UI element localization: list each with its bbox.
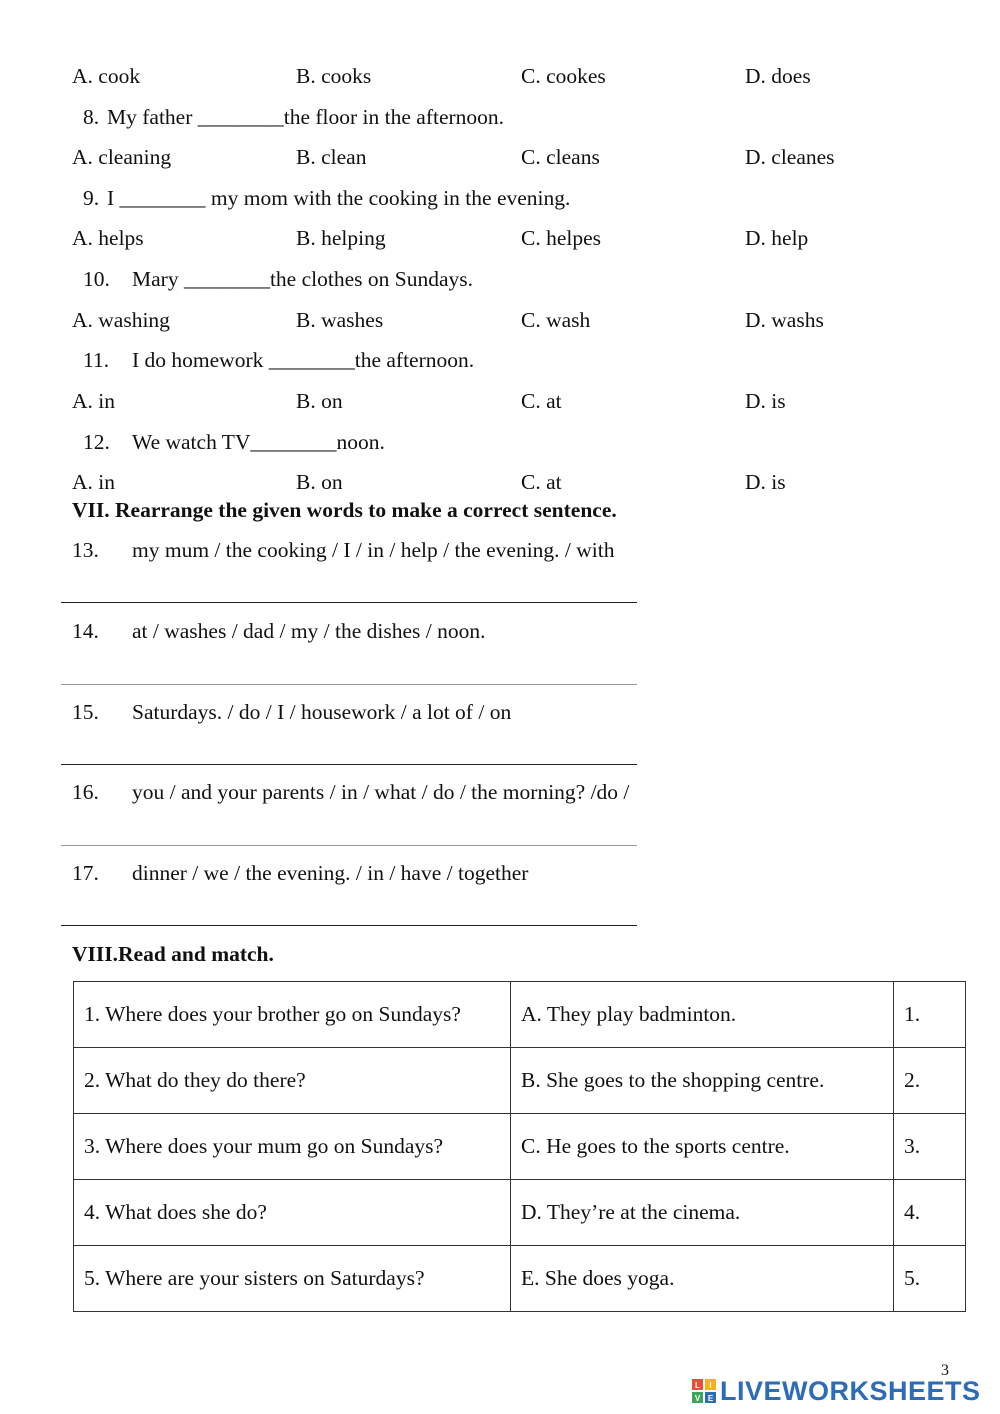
question-number: 12.: [83, 430, 110, 454]
question-text: Mary ________the clothes on Sundays.: [132, 267, 473, 291]
rearrange-item-17: [0, 858, 1000, 888]
q7-option-d[interactable]: D. does: [745, 64, 811, 88]
question-12: [0, 427, 1000, 457]
q7-option-b[interactable]: B. cooks: [296, 64, 372, 88]
q8-options: [0, 142, 1000, 172]
section-7-title: VII. Rearrange the given words to make a correct sentence.: [72, 498, 617, 522]
q11-options: [0, 386, 1000, 416]
page-number: 3: [941, 1362, 949, 1379]
answer-line-17[interactable]: [61, 925, 637, 926]
answer-cell: D. They’re at the cinema.: [511, 1180, 894, 1246]
q8-option-d[interactable]: D. cleanes: [745, 145, 835, 169]
question-9: [0, 183, 1000, 213]
item-number: 14.: [72, 619, 99, 643]
match-slot[interactable]: 2.: [894, 1048, 966, 1114]
question-11: [0, 345, 1000, 375]
question-text: I do homework ________the afternoon.: [132, 348, 475, 372]
q12-options: [0, 467, 1000, 497]
rearrange-item-15: [0, 697, 1000, 727]
item-number: 13.: [72, 538, 99, 562]
answer-line-16[interactable]: [61, 845, 637, 846]
match-slot[interactable]: 5.: [894, 1246, 966, 1312]
q10-option-c[interactable]: C. wash: [521, 308, 591, 332]
question-number: 8.: [83, 105, 100, 129]
svg-text:E: E: [707, 1394, 714, 1403]
question-cell: 3. Where does your mum go on Sundays?: [74, 1114, 511, 1180]
question-cell: 2. What do they do there?: [74, 1048, 511, 1114]
rearrange-item-13: [0, 535, 1000, 565]
q11-option-a[interactable]: A. in: [72, 389, 115, 413]
svg-text:V: V: [694, 1394, 701, 1403]
q9-option-d[interactable]: D. help: [745, 226, 809, 250]
question-number: 9.: [83, 186, 100, 210]
q8-option-a[interactable]: A. cleaning: [72, 145, 172, 169]
match-slot[interactable]: 3.: [894, 1114, 966, 1180]
answer-cell: A. They play badminton.: [511, 982, 894, 1048]
q9-option-a[interactable]: A. helps: [72, 226, 144, 250]
q7-option-a[interactable]: A. cook: [72, 64, 141, 88]
table-row: [74, 982, 966, 1048]
question-8: [0, 102, 1000, 132]
word-list: Saturdays. / do / I / housework / a lot of / on: [132, 700, 512, 724]
rearrange-item-14: [0, 616, 1000, 646]
match-table: [73, 981, 966, 1312]
rearrange-item-16: [0, 777, 1000, 807]
item-number: 15.: [72, 700, 99, 724]
q11-option-c[interactable]: C. at: [521, 389, 562, 413]
question-text: We watch TV________noon.: [132, 430, 385, 454]
word-list: my mum / the cooking / I / in / help / the evening. / with: [132, 538, 615, 562]
question-number: 11.: [83, 348, 110, 372]
table-row: [74, 1114, 966, 1180]
question-cell: 5. Where are your sisters on Saturdays?: [74, 1246, 511, 1312]
answer-cell: B. She goes to the shopping centre.: [511, 1048, 894, 1114]
word-list: you / and your parents / in / what / do / the morning? /do /: [132, 780, 630, 804]
match-slot[interactable]: 4.: [894, 1180, 966, 1246]
q10-option-d[interactable]: D. washs: [745, 308, 824, 332]
q10-option-a[interactable]: A. washing: [72, 308, 170, 332]
word-list: at / washes / dad / my / the dishes / noon.: [132, 619, 486, 643]
q9-options: [0, 223, 1000, 253]
q9-option-c[interactable]: C. helpes: [521, 226, 602, 250]
liveworksheets-logo-icon: [692, 1379, 716, 1403]
svg-text:I: I: [709, 1381, 712, 1390]
answer-line-14[interactable]: [61, 684, 637, 685]
q12-option-d[interactable]: D. is: [745, 470, 786, 494]
q12-option-a[interactable]: A. in: [72, 470, 115, 494]
question-text: My father ________the floor in the afternoon.: [107, 105, 505, 129]
q12-option-c[interactable]: C. at: [521, 470, 562, 494]
q7-options: [0, 61, 1000, 91]
table-row: [74, 1246, 966, 1312]
q9-option-b[interactable]: B. helping: [296, 226, 386, 250]
item-number: 17.: [72, 861, 99, 885]
question-cell: 1. Where does your brother go on Sundays?: [74, 982, 511, 1048]
answer-line-15[interactable]: [61, 764, 637, 765]
q8-option-c[interactable]: C. cleans: [521, 145, 600, 169]
logo-text: LIVEWORKSHEETS: [720, 1375, 981, 1406]
match-slot[interactable]: 1.: [894, 982, 966, 1048]
answer-cell: C. He goes to the sports centre.: [511, 1114, 894, 1180]
q11-option-d[interactable]: D. is: [745, 389, 786, 413]
q10-options: [0, 305, 1000, 335]
table-row: [74, 1048, 966, 1114]
answer-line-13[interactable]: [61, 602, 637, 603]
item-number: 16.: [72, 780, 99, 804]
svg-text:L: L: [695, 1381, 700, 1390]
table-row: [74, 1180, 966, 1246]
word-list: dinner / we / the evening. / in / have / together: [132, 861, 529, 885]
question-cell: 4. What does she do?: [74, 1180, 511, 1246]
q7-option-c[interactable]: C. cookes: [521, 64, 606, 88]
question-number: 10.: [83, 267, 110, 291]
answer-cell: E. She does yoga.: [511, 1246, 894, 1312]
question-10: [0, 264, 1000, 294]
q11-option-b[interactable]: B. on: [296, 389, 343, 413]
q10-option-b[interactable]: B. washes: [296, 308, 384, 332]
section-8-title: VIII.Read and match.: [72, 942, 274, 966]
q8-option-b[interactable]: B. clean: [296, 145, 367, 169]
liveworksheets-logo: [692, 1374, 981, 1408]
question-text: I ________ my mom with the cooking in the evening.: [107, 186, 571, 210]
q12-option-b[interactable]: B. on: [296, 470, 343, 494]
